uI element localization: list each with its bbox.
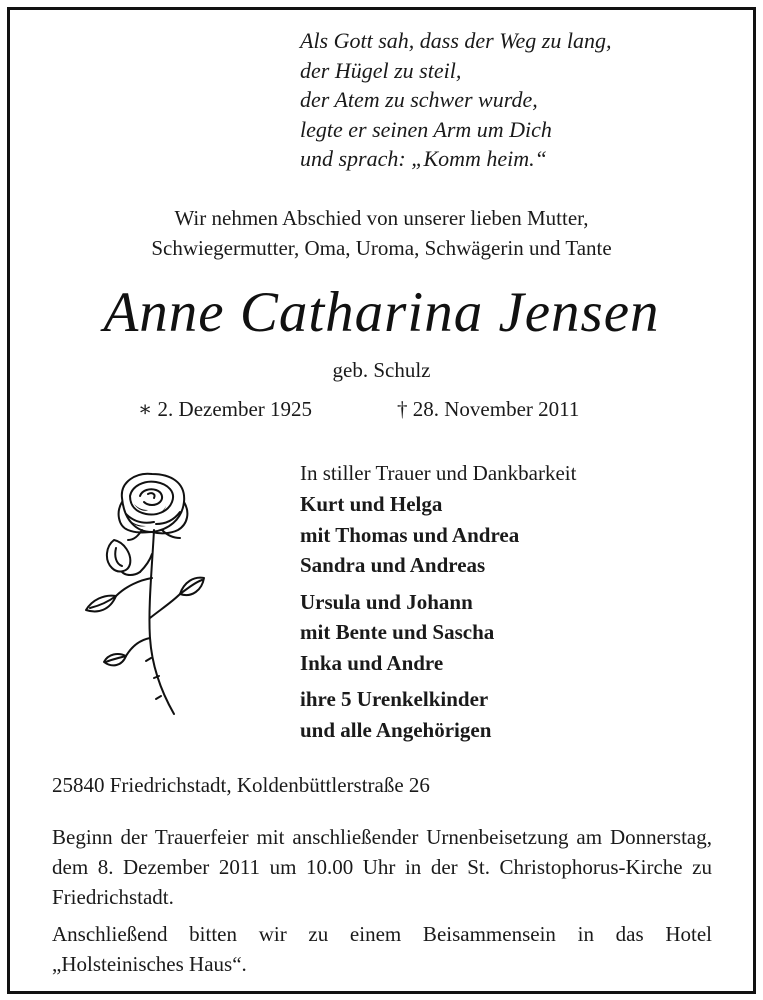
mourners-heading: In stiller Trauer und Dankbarkeit bbox=[300, 461, 577, 485]
mourner-line: ihre 5 Urenkelkinder bbox=[300, 687, 489, 711]
intro-line: Schwiegermutter, Oma, Uroma, Schwägerin und Tante bbox=[151, 236, 612, 260]
address: 25840 Friedrichstadt, Koldenbüttlerstraße 26 bbox=[52, 773, 430, 797]
mourner-line: mit Thomas und Andrea bbox=[300, 522, 520, 547]
birth-date: ∗ 2. Dezember 1925 bbox=[138, 397, 313, 421]
mourner-line: Ursula und Johann bbox=[300, 589, 473, 614]
maiden-name: geb. Schulz bbox=[332, 358, 431, 382]
funeral-notice: Beginn der Trauerfeier mit anschließender Urnenbeisetzung am Donnerstag, dem 8. Dezember 2011 um 10.00 Uhr in der St. Christophorus-Kirche zu Friedrichstadt. bbox=[52, 825, 712, 909]
mourner-line: mit Bente und Sascha bbox=[300, 620, 495, 644]
rose-icon bbox=[82, 468, 207, 718]
mourner-line: Kurt und Helga bbox=[300, 492, 443, 516]
mourner-line: Sandra und Andreas bbox=[300, 553, 486, 577]
farewell-intro bbox=[0, 203, 763, 263]
intro-line: Wir nehmen Abschied von unserer lieben Mutter, bbox=[174, 206, 589, 230]
poem-line: der Atem zu schwer wurde, bbox=[300, 87, 538, 112]
poem-line: legte er seinen Arm um Dich bbox=[300, 116, 552, 142]
poem-line: der Hügel zu steil, bbox=[300, 57, 462, 83]
poem-line: und sprach: „Komm heim.“ bbox=[300, 146, 547, 171]
mourner-line: Inka und Andre bbox=[300, 650, 444, 675]
deceased-name: Anne Catharina Jensen bbox=[103, 281, 660, 344]
poem-line: Als Gott sah, dass der Weg zu lang, bbox=[300, 28, 612, 53]
poem bbox=[300, 26, 740, 174]
gathering-notice: Anschließend bitten wir zu einem Beisammensein in das Hotel „Holsteinisches Haus“. bbox=[52, 922, 712, 976]
mourner-line: und alle Angehörigen bbox=[300, 717, 492, 742]
death-date: † 28. November 2011 bbox=[397, 397, 580, 421]
mourners-list bbox=[300, 458, 740, 745]
